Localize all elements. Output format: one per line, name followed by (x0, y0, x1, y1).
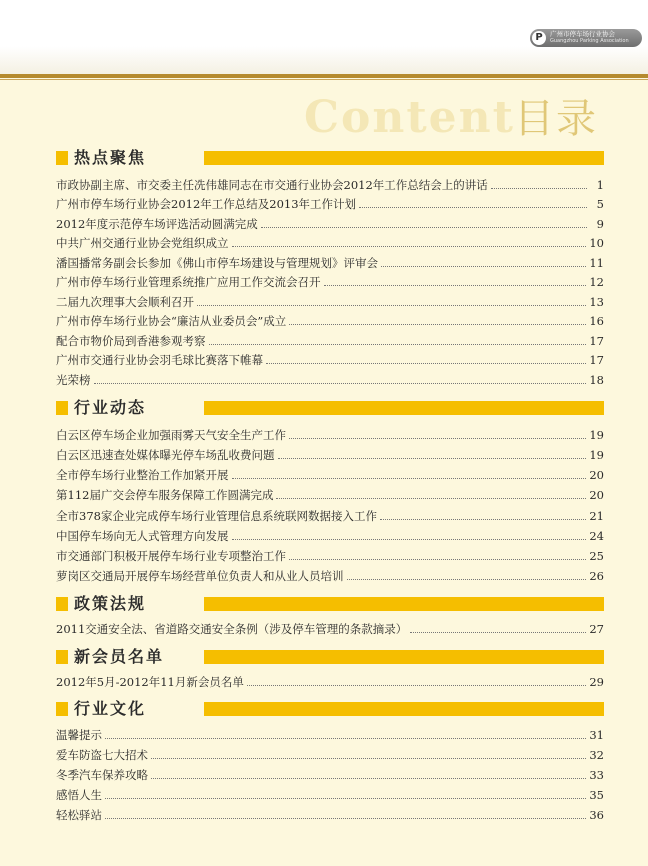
toc-entry[interactable] (56, 352, 604, 368)
toc-entry[interactable] (56, 621, 604, 637)
toc-entry-title: 广州市停车场行业管理系统推广应用工作交流会召开 (56, 275, 321, 289)
toc-entry-title: 爱车防盗七大招术 (56, 748, 148, 762)
toc-entry-title: 光荣榜 (56, 373, 91, 387)
section-bar (204, 650, 604, 664)
toc-entry-page: 11 (589, 256, 604, 270)
section-bar (204, 401, 604, 415)
toc-entry-title: 广州市停车场行业协会2012年工作总结及2013年工作计划 (56, 197, 357, 211)
leader-dots (209, 343, 587, 345)
toc-entry-page: 19 (589, 448, 604, 462)
section-bar (204, 597, 604, 611)
leader-dots (261, 226, 587, 228)
leader-dots (232, 477, 587, 479)
toc-entry-title: 全市停车场行业整治工作加紧开展 (56, 468, 229, 482)
leader-dots (278, 457, 587, 459)
toc-entry[interactable] (56, 177, 604, 193)
page-title-cn: 目录 (514, 96, 598, 142)
toc-entry-title: 广州市交通行业协会羽毛球比赛落下帷幕 (56, 353, 263, 367)
leader-dots (105, 817, 586, 819)
section-header (56, 595, 604, 613)
association-logo (530, 29, 642, 47)
toc-entry-page: 5 (596, 197, 604, 211)
toc-entry-page: 26 (589, 569, 604, 583)
toc-entry-page: 29 (589, 675, 604, 689)
toc-entry[interactable] (56, 787, 604, 803)
section-title: 行业文化 (74, 699, 147, 718)
toc-entry[interactable] (56, 807, 604, 823)
toc-entry-page: 10 (589, 236, 604, 250)
toc-entry-page: 36 (589, 808, 604, 822)
toc-entry-page: 32 (589, 748, 604, 762)
section-header (56, 399, 604, 417)
toc-entry[interactable] (56, 727, 604, 743)
toc-entry-title: 白云区停车场企业加强雨雾天气安全生产工作 (56, 428, 286, 442)
section-header (56, 700, 604, 718)
header-rule-thin (0, 79, 648, 80)
toc-entry-title: 全市378家企业完成停车场行业管理信息系统联网数据接入工作 (56, 509, 377, 523)
section-title: 新会员名单 (74, 647, 165, 666)
toc-entry-page: 19 (589, 428, 604, 442)
toc-entry-page: 24 (589, 529, 604, 543)
toc-entry[interactable] (56, 447, 604, 463)
toc-entry-title: 配合市物价局到香港参观考察 (56, 334, 206, 348)
leader-dots (347, 578, 587, 580)
toc-entry-page: 1 (596, 178, 604, 192)
leader-dots (410, 631, 586, 633)
leader-dots (289, 437, 586, 439)
leader-dots (380, 518, 586, 520)
toc-entry-page: 12 (589, 275, 604, 289)
toc-entry[interactable] (56, 467, 604, 483)
leader-dots (266, 362, 586, 364)
toc-entry[interactable] (56, 747, 604, 763)
section-header (56, 149, 604, 167)
leader-dots (197, 304, 586, 306)
toc-entry-page: 25 (589, 549, 604, 563)
toc-entry-title: 广州市停车场行业协会“廉洁从业委员会”成立 (56, 314, 287, 328)
toc-entry[interactable] (56, 313, 604, 329)
toc-entry[interactable] (56, 528, 604, 544)
leader-dots (247, 684, 586, 686)
section-marker (56, 401, 68, 415)
toc-entry-title: 市交通部门积极开展停车场行业专项整治工作 (56, 549, 286, 563)
leader-dots (232, 245, 587, 247)
leader-dots (232, 538, 587, 540)
toc-entry[interactable] (56, 767, 604, 783)
leader-dots (491, 187, 587, 189)
leader-dots (381, 265, 586, 267)
section-bar (204, 151, 604, 165)
toc-entry-title: 冬季汽车保养攻略 (56, 768, 148, 782)
page-title-en: Content (304, 92, 515, 143)
toc-entry[interactable] (56, 216, 604, 232)
leader-dots (94, 382, 587, 384)
toc-entry[interactable] (56, 487, 604, 503)
toc-entry-page: 21 (589, 509, 604, 523)
leader-dots (105, 737, 586, 739)
section-bar (204, 702, 604, 716)
toc-entry[interactable] (56, 372, 604, 388)
toc-entry-page: 16 (589, 314, 604, 328)
toc-entry-page: 33 (589, 768, 604, 782)
toc-entry-title: 二届九次理事大会顺利召开 (56, 295, 194, 309)
section-marker (56, 650, 68, 664)
toc-entry-page: 35 (589, 788, 604, 802)
toc-entry-title: 市政协副主席、市交委主任冼伟雄同志在市交通行业协会2012年工作总结会上的讲话 (56, 178, 488, 192)
toc-entry-title: 白云区迅速查处媒体曝光停车场乱收费问题 (56, 448, 275, 462)
toc-entry-page: 20 (589, 468, 604, 482)
leader-dots (359, 206, 587, 208)
toc-entry-title: 温馨提示 (56, 728, 102, 742)
toc-entry[interactable] (56, 548, 604, 564)
toc-entry-page: 17 (589, 334, 604, 348)
toc-entry-page: 20 (589, 488, 604, 502)
toc-entry-title: 2012年度示范停车场评选活动圆满完成 (56, 217, 258, 231)
parking-icon: P (532, 31, 546, 45)
toc-entry[interactable] (56, 274, 604, 290)
section-title: 热点聚焦 (74, 148, 147, 167)
toc-entry[interactable] (56, 196, 604, 212)
toc-entry[interactable] (56, 255, 604, 271)
section-marker (56, 597, 68, 611)
section-title: 政策法规 (74, 594, 147, 613)
toc-entry-page: 13 (589, 295, 604, 309)
toc-entry[interactable] (56, 294, 604, 310)
toc-entry[interactable] (56, 674, 604, 690)
toc-entry-title: 2012年5月-2012年11月新会员名单 (56, 675, 244, 689)
logo-org-cn: 广州市停车场行业协会 (550, 30, 615, 38)
leader-dots (324, 284, 587, 286)
leader-dots (105, 797, 586, 799)
toc-entry[interactable] (56, 333, 604, 349)
section-title: 行业动态 (74, 398, 147, 417)
toc-entry-title: 感悟人生 (56, 788, 102, 802)
toc-entry[interactable] (56, 568, 604, 584)
section-header (56, 648, 604, 666)
leader-dots (276, 497, 586, 499)
section-marker (56, 151, 68, 165)
toc-entry-title: 2011交通安全法、省道路交通安全条例（涉及停车管理的条款摘录） (56, 622, 408, 636)
toc-entry-page: 9 (596, 217, 604, 231)
toc-entry-page: 18 (589, 373, 604, 387)
toc-entry-page: 17 (589, 353, 604, 367)
toc-entry-title: 潘国播常务副会长参加《佛山市停车场建设与管理规划》评审会 (56, 256, 378, 270)
header-rule (0, 74, 648, 78)
toc-entry-title: 轻松驿站 (56, 808, 102, 822)
leader-dots (289, 558, 586, 560)
toc-entry[interactable] (56, 508, 604, 524)
toc-entry-page: 27 (589, 622, 604, 636)
toc-entry-page: 31 (589, 728, 604, 742)
toc-entry-title: 萝岗区交通局开展停车场经营单位负责人和从业人员培训 (56, 569, 344, 583)
leader-dots (151, 777, 586, 779)
toc-entry[interactable] (56, 427, 604, 443)
toc-entry-title: 中国停车场向无人式管理方向发展 (56, 529, 229, 543)
toc-entry-title: 中共广州交通行业协会党组织成立 (56, 236, 229, 250)
logo-org-en: Guangzhou Parking Association (550, 38, 629, 44)
toc-entry-title: 第112届广交会停车服务保障工作圆满完成 (56, 488, 274, 502)
section-marker (56, 702, 68, 716)
toc-entry[interactable] (56, 235, 604, 251)
leader-dots (151, 757, 586, 759)
leader-dots (289, 323, 586, 325)
